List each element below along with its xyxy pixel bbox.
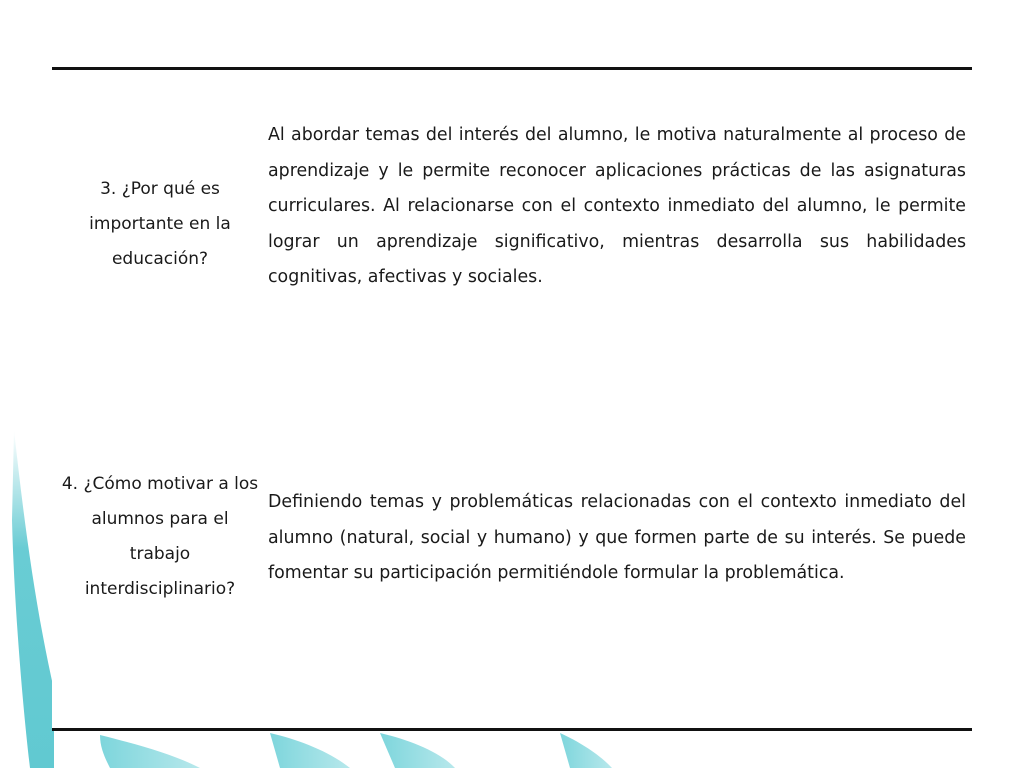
bottom-swoosh-shape-3 (380, 733, 455, 768)
bottom-swoosh-shape-2 (270, 733, 350, 768)
left-swoosh-shape (12, 430, 54, 768)
table-top-rule (52, 67, 972, 70)
answer-cell: Definiendo temas y problemáticas relacionadas con el contexto inmediato del alumno (natural, social y humano) y que formen parte de su interés. Se puede fomentar su participación permitiéndole formular la problemática. (268, 492, 966, 584)
bottom-swoosh-shape-4 (560, 733, 612, 768)
table-row (52, 467, 972, 637)
table-row (52, 118, 972, 338)
table-bottom-rule (52, 728, 972, 731)
bottom-swoosh-shape-1 (100, 735, 200, 768)
question-cell: 4. ¿Cómo motivar a los alumnos para el trabajo interdisciplinario? (61, 474, 259, 599)
answer-cell: Al abordar temas del interés del alumno, le motiva naturalmente al proceso de aprendizaje y le permite reconocer aplicaciones prácticas de las asignaturas curriculares. Al relacionarse con el contexto inmediato del alumno, le permite lograr un aprendizaje significativo, mientras desarrolla sus habilidades cognitivas, afectivas y sociales. (268, 125, 966, 288)
question-cell: 3. ¿Por qué es importante en la educación? (89, 179, 231, 269)
